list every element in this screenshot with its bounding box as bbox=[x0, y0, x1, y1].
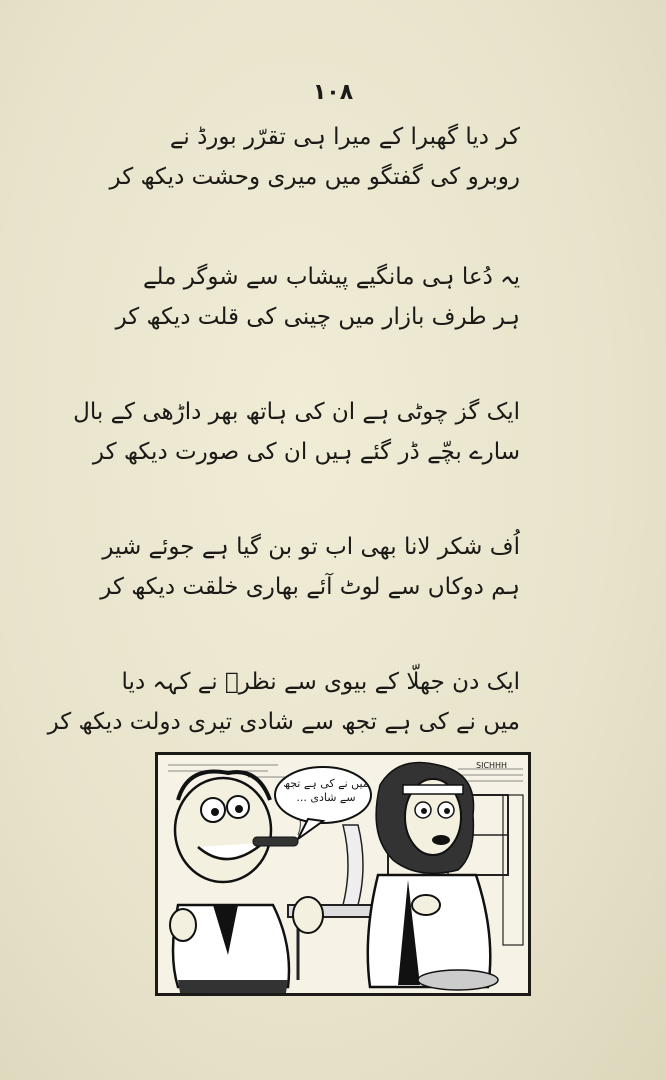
couplet bbox=[115, 257, 520, 337]
couplet bbox=[100, 527, 520, 607]
couplet bbox=[73, 392, 520, 472]
verse-line: ایک دن جھلّا کے بیوی سے نظرؔ نے کہہ دیا bbox=[121, 669, 520, 695]
verse-line: میں نے کی ہے تجھ سے شادی تیری دولت دیکھ کر bbox=[47, 709, 520, 735]
verse-line: روبرو کی گفتگو میں میری وحشت دیکھ کر bbox=[109, 164, 520, 190]
verse-line: یہ دُعا ہی مانگیے پیشاب سے شوگر ملے bbox=[143, 264, 520, 290]
couplet bbox=[109, 117, 520, 197]
sound-effect-text: SICHHH bbox=[476, 761, 508, 770]
verse-line: کر دیا گھبرا کے میرا ہی تقرّر بورڈ نے bbox=[169, 124, 520, 150]
verse-line: ہر طرف بازار میں چینی کی قلت دیکھ کر bbox=[115, 304, 520, 330]
cartoon-illustration bbox=[155, 752, 531, 996]
speech-bubble-text: میں نے کی ہے تجھ سے شادی ... bbox=[283, 777, 369, 804]
verse-line: سارے بچّے ڈر گئے ہیں ان کی صورت دیکھ کر bbox=[92, 439, 520, 465]
woman-figure bbox=[368, 763, 491, 988]
verse-line: ہم دوکاں سے لوٹ آئے بھاری خلقت دیکھ کر bbox=[100, 574, 520, 600]
verse-line: اُف شکر لانا بھی اب تو بن گیا ہے جوئے شیر bbox=[102, 534, 520, 560]
page-number: ۱۰۸ bbox=[312, 80, 354, 105]
couplet bbox=[47, 662, 520, 742]
verse-line: ایک گز چوٹی ہے ان کی ہاتھ بھر داڑھی کے بال bbox=[73, 399, 520, 425]
